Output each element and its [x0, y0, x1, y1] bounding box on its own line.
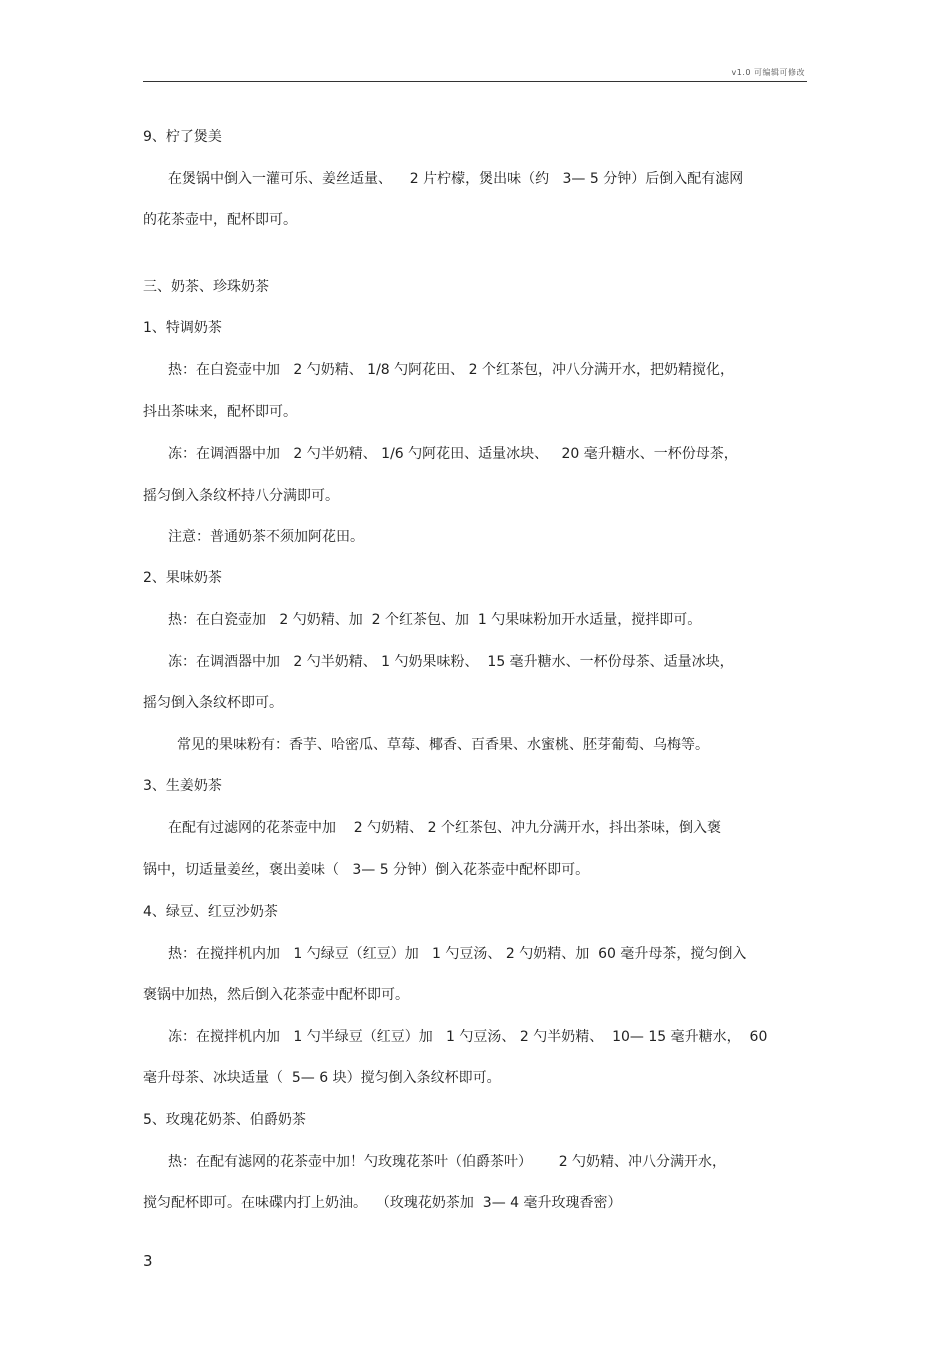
paragraph-line: 冻：在调酒器中加 2 勺半奶精、 1 勺奶果味粉、 15 毫升糖水、一杯份母茶、适量冰块，: [168, 654, 734, 670]
page-number: 3: [143, 1252, 153, 1270]
paragraph-line: 褒锅中加热，然后倒入花茶壶中配杯即可。: [143, 987, 409, 1003]
paragraph-line: 冻：在调酒器中加 2 勺半奶精、 1/6 勺阿花田、适量冰块、 20 毫升糖水、一杯份母茶，: [168, 446, 738, 462]
heading-1-special-milk-tea: 1、特调奶茶: [143, 320, 222, 336]
heading-5-rose-earl-milk-tea: 5、玫瑰花奶茶、伯爵奶茶: [143, 1112, 306, 1128]
paragraph-line: 热：在搅拌机内加 1 勺绿豆（红豆）加 1 勺豆汤、 2 勺奶精、加 60 毫升母茶，搅匀倒入: [168, 946, 747, 962]
paragraph-line: 热：在配有滤网的花茶壶中加！勺玫瑰花茶叶（伯爵茶叶） 2 勺奶精、冲八分满开水，: [168, 1154, 727, 1170]
paragraph-line: 常见的果味粉有：香芋、哈密瓜、草莓、椰香、百香果、水蜜桃、胚芽葡萄、乌梅等。: [177, 737, 709, 753]
paragraph-line: 在配有过滤网的花茶壶中加 2 勺奶精、 2 个红茶包、冲九分满开水，抖出茶味，倒入褒: [168, 820, 721, 836]
paragraph-line: 在煲锅中倒入一灌可乐、姜丝适量、 2 片柠檬，煲出味（约 3— 5 分钟）后倒入配有滤网: [168, 171, 744, 187]
paragraph-line: 摇匀倒入条纹杯持八分满即可。: [143, 488, 339, 504]
paragraph-line: 冻：在搅拌机内加 1 勺半绿豆（红豆）加 1 勺豆汤、 2 勺半奶精、 10— 15 毫升糖水， 60: [168, 1029, 768, 1045]
heading-2-fruit-milk-tea: 2、果味奶茶: [143, 570, 222, 586]
paragraph-line: 毫升母茶、冰块适量（ 5— 6 块）搅匀倒入条纹杯即可。: [143, 1070, 501, 1086]
paragraph-line: 摇匀倒入条纹杯即可。: [143, 695, 283, 711]
section-heading-milk-tea: 三、奶茶、珍珠奶茶: [143, 279, 269, 295]
paragraph-line: 的花茶壶中，配杯即可。: [143, 212, 297, 228]
header-divider: [143, 81, 807, 82]
heading-4-bean-milk-tea: 4、绿豆、红豆沙奶茶: [143, 904, 278, 920]
note-line: 注意：普通奶茶不须加阿花田。: [168, 529, 364, 545]
paragraph-line: 抖出茶味来，配杯即可。: [143, 404, 297, 420]
paragraph-line: 锅中，切适量姜丝，褒出姜味（ 3— 5 分钟）倒入花茶壶中配杯即可。: [143, 862, 590, 878]
heading-9-lemon-cola: 9、柠了煲美: [143, 129, 222, 145]
heading-3-ginger-milk-tea: 3、生姜奶茶: [143, 778, 222, 794]
paragraph-line: 热：在白瓷壶加 2 勺奶精、加 2 个红茶包、加 1 勺果味粉加开水适量，搅拌即可。: [168, 612, 702, 628]
header-version-tag: v1.0 可编辑可修改: [731, 68, 805, 77]
paragraph-line: 热：在白瓷壶中加 2 勺奶精、 1/8 勺阿花田、 2 个红茶包，冲八分满开水，把奶精搅化，: [168, 362, 734, 378]
paragraph-line: 搅匀配杯即可。在味碟内打上奶油。 （玫瑰花奶茶加 3— 4 毫升玫瑰香密）: [143, 1195, 622, 1211]
